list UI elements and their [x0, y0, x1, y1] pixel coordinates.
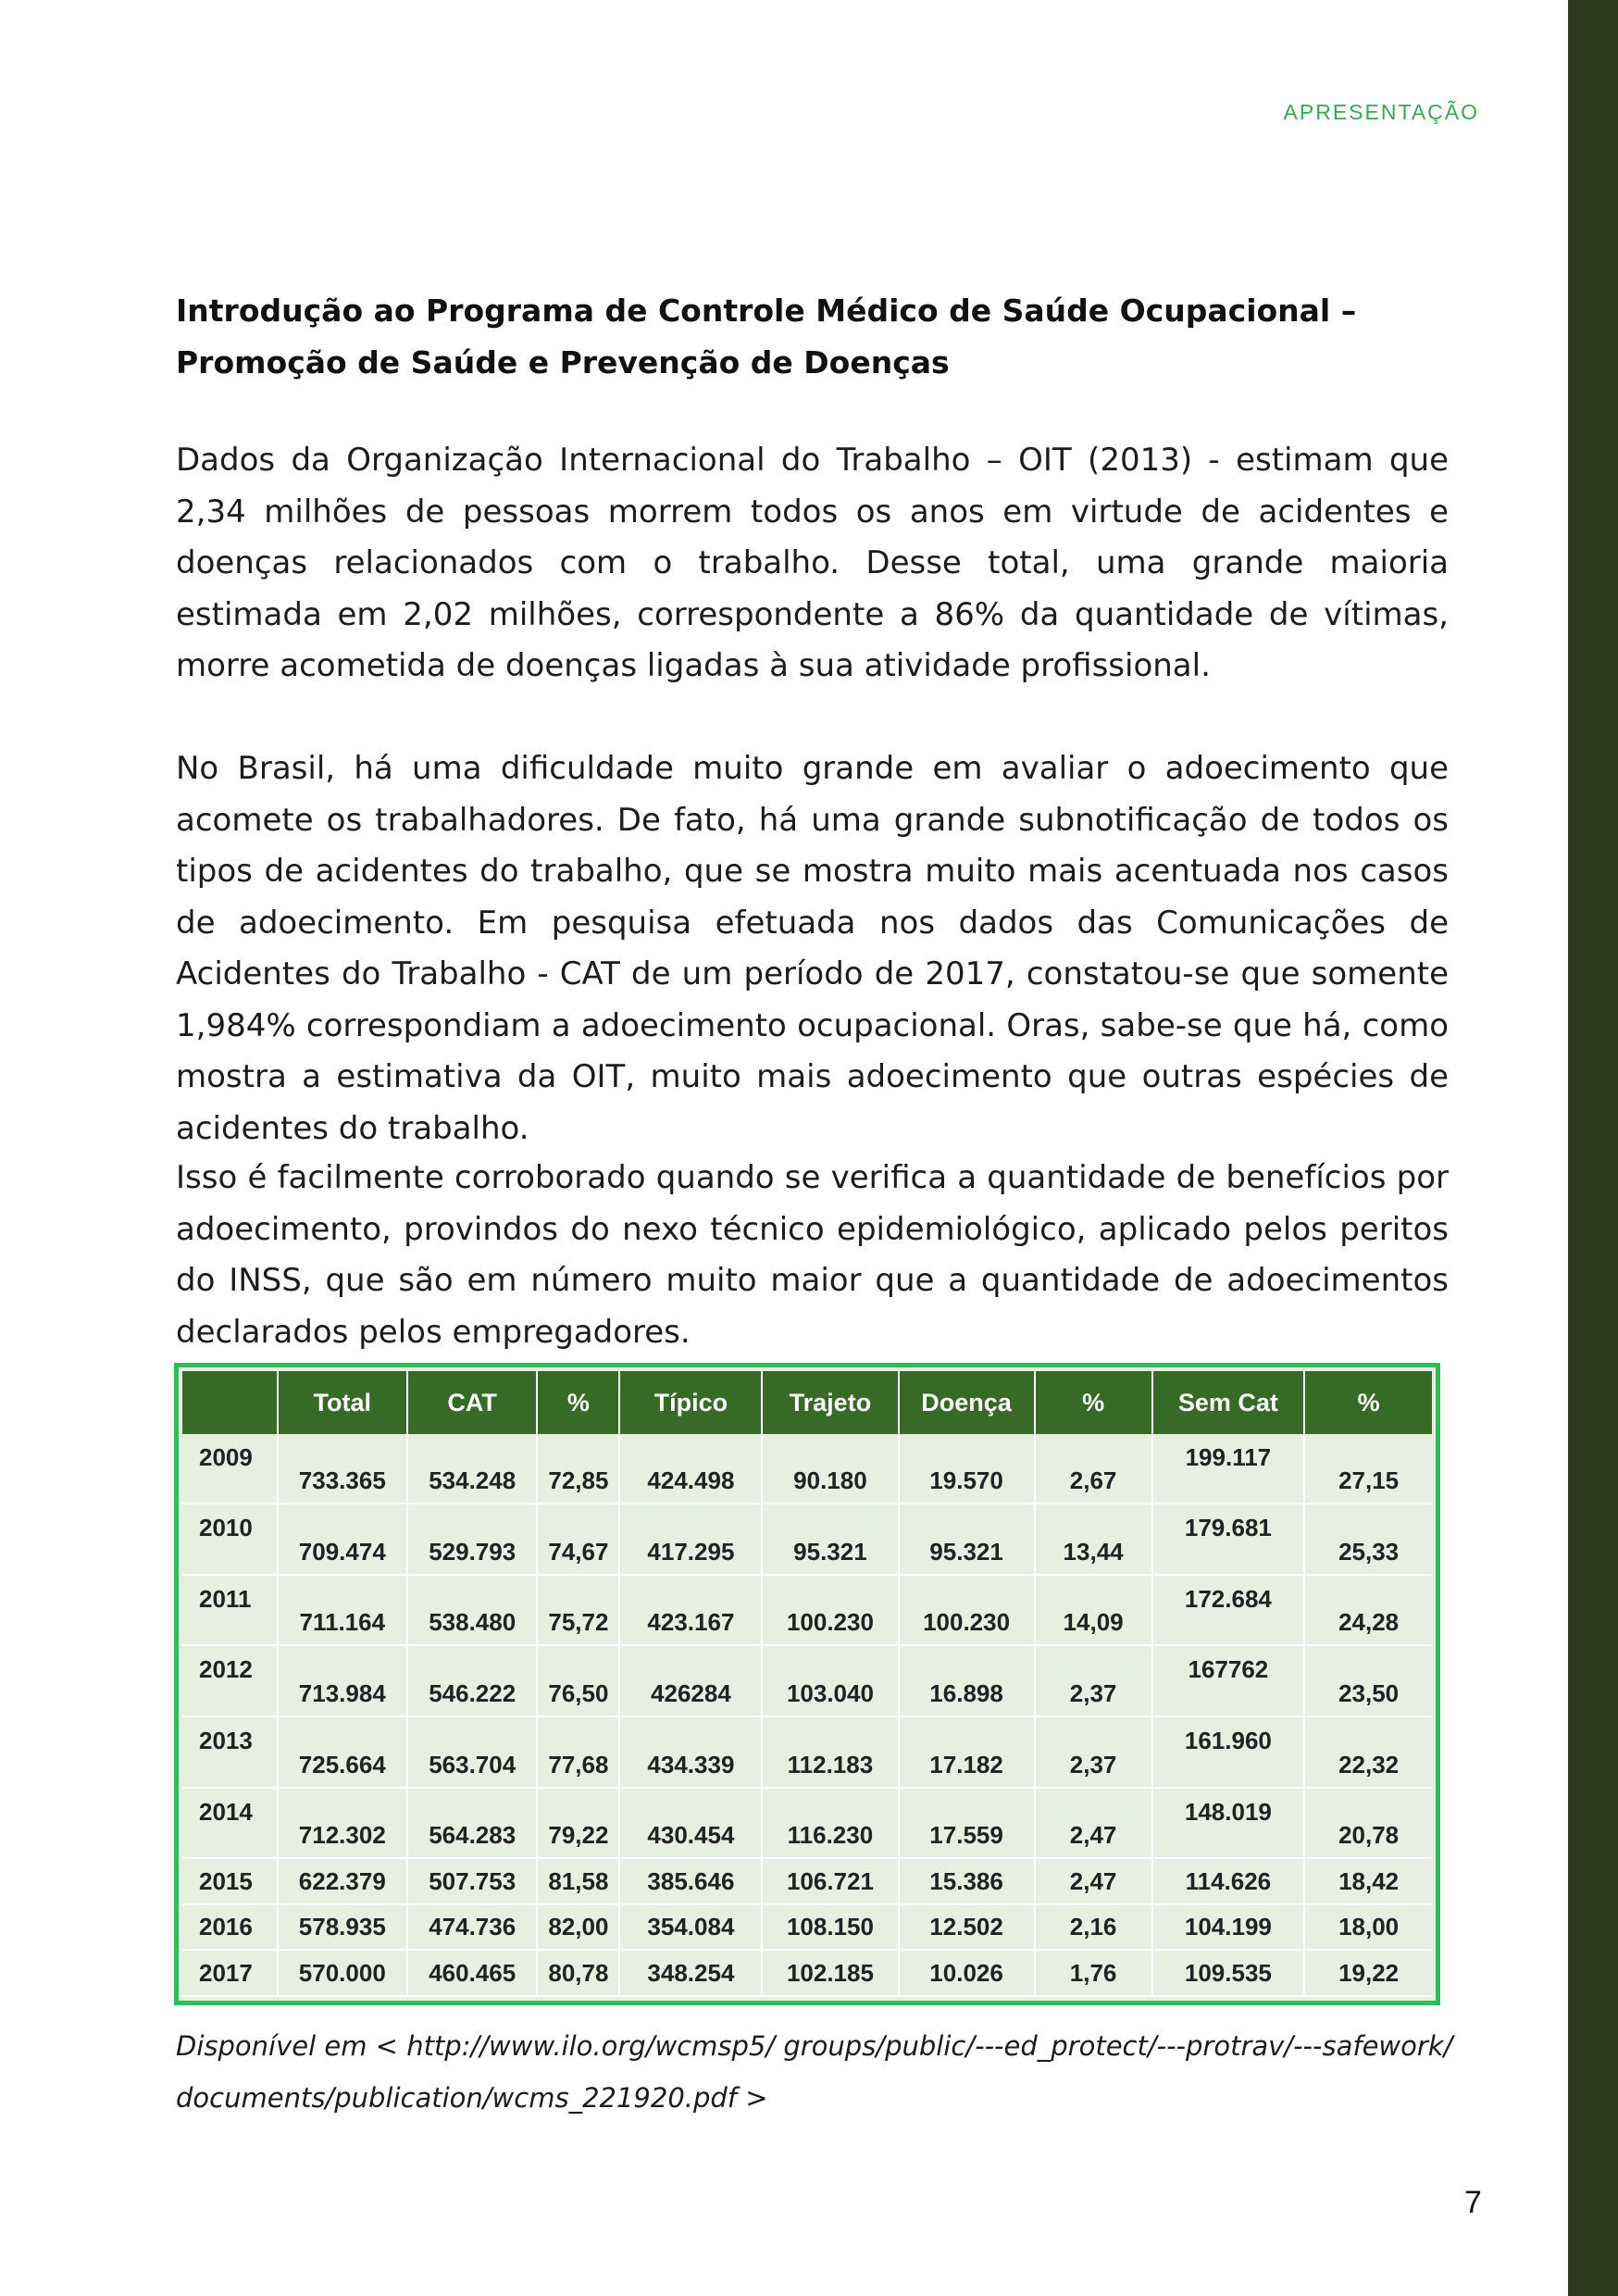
table-row — [182, 1788, 1432, 1859]
document-title: Introdução ao Programa de Controle Médico de Saúde Ocupacional – Promoção de Saúde e Prevenção de Doenças — [176, 293, 1357, 381]
table-row — [182, 1434, 1432, 1504]
table-cell: 354.084 — [619, 1904, 762, 1951]
table-cell: 80,78 — [537, 1950, 619, 1996]
table-cell: 16.898 — [899, 1645, 1035, 1716]
table-cell: 20,78 — [1304, 1788, 1432, 1859]
table-cell: 460.465 — [407, 1950, 537, 1996]
table-header-cell: Sem Cat — [1152, 1371, 1305, 1434]
table-cell: 529.793 — [407, 1504, 537, 1575]
table-cell: 172.684 — [1152, 1575, 1305, 1646]
source-caption — [176, 2020, 1453, 2124]
page-number: 7 — [1464, 2185, 1482, 2220]
table-cell: 474.736 — [407, 1904, 537, 1951]
table-header-row — [182, 1371, 1432, 1434]
table-year-cell: 2013 — [182, 1716, 278, 1788]
table-cell: 1,76 — [1035, 1950, 1152, 1996]
table-cell: 14,09 — [1035, 1575, 1152, 1646]
table-cell: 733.365 — [278, 1434, 407, 1504]
table-header-cell: % — [537, 1371, 619, 1434]
table-header-cell: % — [1304, 1371, 1432, 1434]
table-cell: 75,72 — [537, 1575, 619, 1646]
table-cell: 18,42 — [1304, 1858, 1432, 1904]
table-year-cell: 2011 — [182, 1575, 278, 1646]
table-cell: 570.000 — [278, 1950, 407, 1996]
table-cell: 179.681 — [1152, 1504, 1305, 1575]
table-row — [182, 1504, 1432, 1575]
table-cell: 90.180 — [762, 1434, 898, 1504]
paragraph-1: Dados da Organização Internacional do Trabalho – OIT (2013) - estimam que 2,34 milhões de pessoas morrem todos os anos em virtude de acidentes e doenças relacionados com o trabalho. Desse total, uma grande maioria estimada em 2,02 milhões, correspondente a 86% da quantidade de vítimas, morre acometida de doenças ligadas à sua atividade profissional. — [176, 442, 1449, 684]
table-year-cell: 2014 — [182, 1788, 278, 1859]
table-cell: 709.474 — [278, 1504, 407, 1575]
table-header-cell: Total — [278, 1371, 407, 1434]
table-cell: 417.295 — [619, 1504, 762, 1575]
table-cell: 430.454 — [619, 1788, 762, 1859]
table-cell: 25,33 — [1304, 1504, 1432, 1575]
table-cell: 426284 — [619, 1645, 762, 1716]
table-cell: 27,15 — [1304, 1434, 1432, 1504]
table-cell: 534.248 — [407, 1434, 537, 1504]
table-cell: 622.379 — [278, 1858, 407, 1904]
table-row — [182, 1716, 1432, 1788]
table-header-cell: Típico — [619, 1371, 762, 1434]
table-row — [182, 1950, 1432, 1996]
table-year-cell: 2009 — [182, 1434, 278, 1504]
table-cell: 423.167 — [619, 1575, 762, 1646]
table-cell: 95.321 — [899, 1504, 1035, 1575]
table-cell: 199.117 — [1152, 1434, 1305, 1504]
table-cell: 161.960 — [1152, 1716, 1305, 1788]
table-cell: 100.230 — [762, 1575, 898, 1646]
table-cell: 114.626 — [1152, 1858, 1305, 1904]
table-cell: 95.321 — [762, 1504, 898, 1575]
table-cell: 12.502 — [899, 1904, 1035, 1951]
table-cell: 424.498 — [619, 1434, 762, 1504]
source-line-1: Disponível em < http://www.ilo.org/wcmsp5/ groups/public/---ed_protect/---protrav/---safework/ — [176, 2030, 1453, 2062]
table-year-cell: 2012 — [182, 1645, 278, 1716]
paragraph-2: No Brasil, há uma dificuldade muito grande em avaliar o adoecimento que acomete os trabalhadores. De fato, há uma grande subnotificação de todos os tipos de acidentes do trabalho, que se mostra muito mais acentuada nos casos de adoecimento. Em pesquisa efetuada nos dados das Comunicações de Acidentes do Trabalho - CAT de um período de 2017, constatou-se que somente 1,984% correspondiam a adoecimento ocupacional. Oras, sabe-se que há, como mostra a estimativa da OIT, muito mais adoecimento que outras espécies de acidentes do trabalho. — [176, 750, 1449, 1147]
table-cell: 74,67 — [537, 1504, 619, 1575]
table-cell: 81,58 — [537, 1858, 619, 1904]
table-row — [182, 1645, 1432, 1716]
sidebar-bar — [1568, 0, 1618, 2296]
table-cell: 2,47 — [1035, 1788, 1152, 1859]
table-cell: 2,37 — [1035, 1716, 1152, 1788]
table-cell: 2,16 — [1035, 1904, 1152, 1951]
table-cell: 725.664 — [278, 1716, 407, 1788]
data-table — [182, 1371, 1432, 1997]
table-header-cell: CAT — [407, 1371, 537, 1434]
table-cell: 712.302 — [278, 1788, 407, 1859]
table-cell: 13,44 — [1035, 1504, 1152, 1575]
table-header-cell: Doença — [899, 1371, 1035, 1434]
table-cell: 77,68 — [537, 1716, 619, 1788]
table-cell: 578.935 — [278, 1904, 407, 1951]
table-cell: 385.646 — [619, 1858, 762, 1904]
paragraph-3: Isso é facilmente corroborado quando se verifica a quantidade de benefícios por adoecimento, provindos do nexo técnico epidemiológico, aplicado pelos peritos do INSS, que são em número muito maior que a quantidade de adoecimentos declarados pelos empregadores. — [176, 1159, 1449, 1351]
data-table-frame — [174, 1363, 1440, 2005]
table-header-cell: Trajeto — [762, 1371, 898, 1434]
table-cell: 18,00 — [1304, 1904, 1432, 1951]
table-row — [182, 1858, 1432, 1904]
table-cell: 348.254 — [619, 1950, 762, 1996]
table-row — [182, 1904, 1432, 1951]
table-cell: 112.183 — [762, 1716, 898, 1788]
table-year-cell: 2016 — [182, 1904, 278, 1951]
table-cell: 15.386 — [899, 1858, 1035, 1904]
table-cell: 19.570 — [899, 1434, 1035, 1504]
table-cell: 546.222 — [407, 1645, 537, 1716]
table-year-cell: 2015 — [182, 1858, 278, 1904]
table-cell: 23,50 — [1304, 1645, 1432, 1716]
table-cell: 434.339 — [619, 1716, 762, 1788]
table-body — [182, 1434, 1432, 1996]
table-header-cell: % — [1035, 1371, 1152, 1434]
table-cell: 108.150 — [762, 1904, 898, 1951]
table-cell: 563.704 — [407, 1716, 537, 1788]
table-cell: 76,50 — [537, 1645, 619, 1716]
table-cell: 711.164 — [278, 1575, 407, 1646]
table-cell: 72,85 — [537, 1434, 619, 1504]
table-cell: 22,32 — [1304, 1716, 1432, 1788]
table-cell: 100.230 — [899, 1575, 1035, 1646]
table-cell: 103.040 — [762, 1645, 898, 1716]
section-label: APRESENTAÇÃO — [1283, 100, 1479, 124]
table-cell: 148.019 — [1152, 1788, 1305, 1859]
table-row — [182, 1575, 1432, 1646]
table-cell: 17.559 — [899, 1788, 1035, 1859]
table-cell: 109.535 — [1152, 1950, 1305, 1996]
table-cell: 2,67 — [1035, 1434, 1152, 1504]
table-cell: 713.984 — [278, 1645, 407, 1716]
table-cell: 538.480 — [407, 1575, 537, 1646]
table-cell: 2,37 — [1035, 1645, 1152, 1716]
table-cell: 10.026 — [899, 1950, 1035, 1996]
table-cell: 116.230 — [762, 1788, 898, 1859]
table-cell: 167762 — [1152, 1645, 1305, 1716]
table-header-cell — [182, 1371, 278, 1434]
table-cell: 24,28 — [1304, 1575, 1432, 1646]
table-year-cell: 2010 — [182, 1504, 278, 1575]
table-cell: 106.721 — [762, 1858, 898, 1904]
table-cell: 104.199 — [1152, 1904, 1305, 1951]
table-cell: 82,00 — [537, 1904, 619, 1951]
table-cell: 507.753 — [407, 1858, 537, 1904]
table-year-cell: 2017 — [182, 1950, 278, 1996]
table-cell: 17.182 — [899, 1716, 1035, 1788]
table-cell: 79,22 — [537, 1788, 619, 1859]
source-line-2: documents/publication/wcms_221920.pdf > — [176, 2082, 768, 2114]
table-cell: 564.283 — [407, 1788, 537, 1859]
table-cell: 2,47 — [1035, 1858, 1152, 1904]
table-cell: 19,22 — [1304, 1950, 1432, 1996]
table-cell: 102.185 — [762, 1950, 898, 1996]
